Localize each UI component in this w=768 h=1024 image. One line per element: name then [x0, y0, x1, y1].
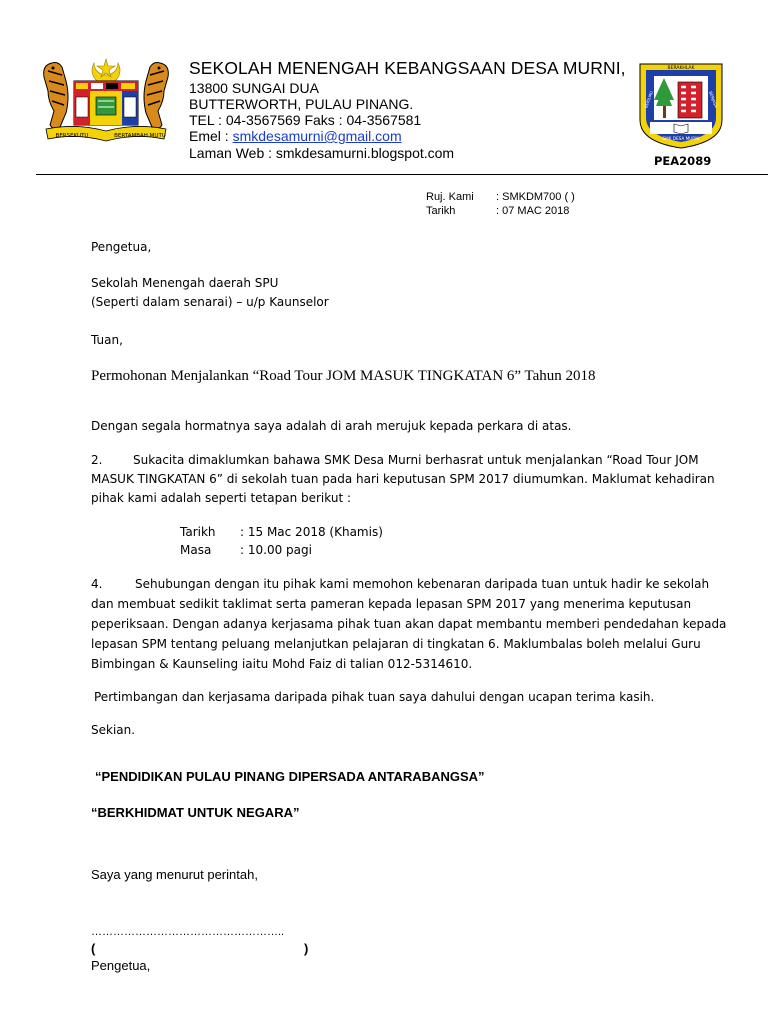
- school-name: SEKOLAH MENENGAH KEBANGSAAN DESA MURNI,: [189, 58, 626, 78]
- building-icon: [678, 82, 702, 118]
- address-line-1: 13800 SUNGAI DUA: [189, 80, 319, 96]
- crescent-star-icon: [92, 59, 120, 84]
- email-label: Emel :: [189, 128, 233, 144]
- logo-bottom-text: SMK DESA MURNI: [662, 136, 700, 141]
- recipient-title: Pengetua,: [91, 240, 152, 254]
- email-row: [189, 128, 402, 144]
- sign-off: Saya yang menurut perintah,: [91, 867, 258, 882]
- paragraph-4-line-4: lepasan SPM tentang peluang melanjutkan pelajaran di tingkatan 6. Maklumbalas boleh melalui Guru: [91, 637, 701, 651]
- recipient-line-1: Sekolah Menengah daerah SPU: [91, 276, 279, 290]
- logo-left-text: BERILMU: [643, 90, 654, 109]
- paragraph-4-line-3: peperiksaan. Dengan adanya kerjasama pihak tuan akan dapat membantu memberi pendedahan kepada: [91, 617, 727, 631]
- ref-label: Ruj. Kami: [426, 191, 474, 203]
- paragraph-4-line-5: Bimbingan & Kaunseling iaitu Mohd Faiz di talian 012-5314610.: [91, 657, 473, 671]
- paragraph-2-line-3: pihak kami adalah seperti tetapan berikut :: [91, 491, 352, 505]
- paragraph-2-line-1: Sukacita dimaklumkan bahawa SMK Desa Murni berhasrat untuk menjalankan “Road Tour JOM: [133, 453, 699, 467]
- salutation: Tuan,: [91, 333, 123, 347]
- paragraph-4-number: 4.: [91, 577, 103, 591]
- paragraph-4-line-2: dan membuat sedikit taklimat serta pameran kepada lepasan SPM 2017 yang menerima keputusan: [91, 597, 692, 611]
- malaysia-coat-of-arms-logo: [36, 57, 176, 145]
- closing: Sekian.: [91, 723, 136, 737]
- ref-value: : SMKDM700 ( ): [496, 191, 575, 203]
- shield-icon: [74, 81, 138, 125]
- recipient-line-2: (Seperti dalam senarai) – u/p Kaunselor: [91, 295, 329, 309]
- header-divider: [36, 174, 768, 175]
- logo-top-text: BERAKHLAK: [667, 66, 695, 71]
- detail-time-label: Masa: [180, 543, 212, 557]
- slogan-2: “BERKHIDMAT UNTUK NEGARA”: [91, 805, 300, 820]
- email-link[interactable]: smkdesamurni@gmail.com: [232, 128, 402, 144]
- detail-date-label: Tarikh: [180, 525, 216, 539]
- signature-line: ……………………………………………..: [91, 926, 285, 938]
- detail-time-value: : 10.00 pagi: [240, 543, 312, 557]
- school-code: PEA2089: [654, 154, 712, 168]
- letter-subject: Permohonan Menjalankan “Road Tour JOM MASUK TINGKATAN 6” Tahun 2018: [91, 368, 596, 384]
- date-value: : 07 MAC 2018: [496, 205, 570, 217]
- name-close-bracket: ): [304, 941, 309, 956]
- paragraph-1: Dengan segala hormatnya saya adalah di arah merujuk kepada perkara di atas.: [91, 419, 572, 433]
- school-logo: [636, 60, 726, 150]
- crest-motto-right: BERTAMBAH MUTU: [114, 133, 166, 139]
- paragraph-2-number: 2.: [91, 453, 103, 467]
- website: Laman Web : smkdesamurni.blogspot.com: [189, 145, 455, 161]
- phone-fax: TEL : 04-3567569 Faks : 04-3567581: [189, 112, 422, 128]
- slogan-1: “PENDIDIKAN PULAU PINANG DIPERSADA ANTARABANGSA”: [95, 769, 485, 784]
- paragraph-5: Pertimbangan dan kerjasama daripada pihak tuan saya dahului dengan ucapan terima kasih.: [94, 690, 655, 704]
- logo-right-text: BERJASA: [708, 90, 719, 109]
- date-label: Tarikh: [426, 205, 456, 217]
- left-tiger-icon: [44, 63, 68, 129]
- signer-title: Pengetua,: [91, 958, 151, 973]
- paragraph-2-line-2: MASUK TINGKATAN 6” di sekolah tuan pada hari keputusan SPM 2017 diumumkan. Maklumat kehadiran: [91, 472, 715, 486]
- crest-motto-left: BERSEKUTU: [55, 133, 89, 139]
- detail-date-value: : 15 Mac 2018 (Khamis): [240, 525, 383, 539]
- name-open-bracket: (: [91, 941, 96, 956]
- address-line-2: BUTTERWORTH, PULAU PINANG.: [189, 96, 414, 112]
- right-tiger-icon: [144, 63, 168, 129]
- paragraph-4-line-1: Sehubungan dengan itu pihak kami memohon kebenaran daripada tuan untuk hadir ke sekolah: [135, 577, 710, 591]
